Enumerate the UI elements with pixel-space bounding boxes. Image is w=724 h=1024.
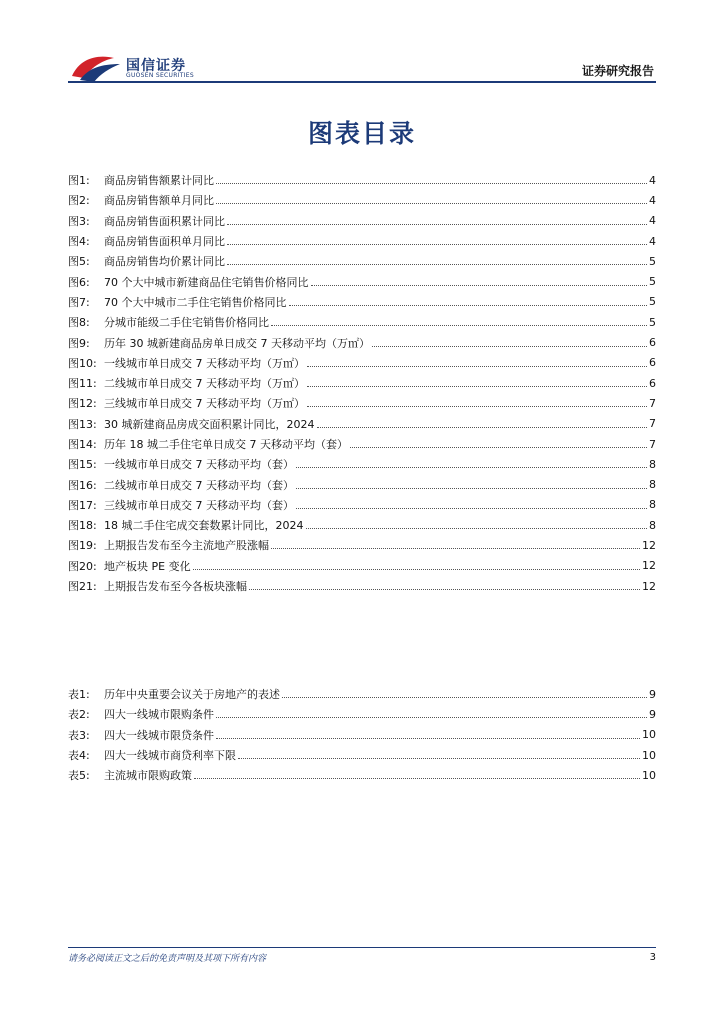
entry-title: 历年中央重要会议关于房地产的表述 <box>104 688 280 702</box>
entry-label: 图2: <box>68 194 90 208</box>
dot-leader <box>296 466 647 468</box>
entry-title: 历年 30 城新建商品房单日成交 7 天移动平均（万㎡） <box>104 336 370 350</box>
guosen-logo <box>70 52 210 82</box>
entry-page: 8 <box>649 498 656 512</box>
figure-entry[interactable] <box>68 434 656 454</box>
entry-label: 表4: <box>68 749 90 763</box>
figure-entry[interactable] <box>68 556 656 576</box>
figure-entry[interactable] <box>68 231 656 251</box>
entry-title: 四大一线城市限购条件 <box>104 708 214 722</box>
entry-page: 4 <box>649 214 656 228</box>
figure-entry[interactable] <box>68 190 656 210</box>
dot-leader <box>227 243 647 245</box>
entry-page: 6 <box>649 356 656 370</box>
entry-page: 7 <box>649 417 656 431</box>
brand-name-en: GUOSEN SECURITIES <box>126 72 195 79</box>
entry-page: 7 <box>649 396 656 410</box>
entry-title: 商品房销售额单月同比 <box>104 194 214 208</box>
entry-label: 图16: <box>68 478 97 492</box>
entry-label: 图15: <box>68 458 97 472</box>
entry-title: 18 城二手住宅成交套数累计同比，2024 <box>104 519 304 533</box>
dot-leader <box>296 487 647 489</box>
entry-label: 图19: <box>68 539 97 553</box>
entry-title: 上期报告发布至今各板块涨幅 <box>104 580 247 594</box>
dot-leader <box>307 365 647 367</box>
brand-name-cn: 国信证券 <box>126 58 186 74</box>
entry-page: 12 <box>642 579 656 593</box>
entry-label: 图9: <box>68 336 90 350</box>
entry-label: 图12: <box>68 397 97 411</box>
entry-page: 5 <box>649 295 656 309</box>
entry-title: 主流城市限购政策 <box>104 769 192 783</box>
entry-label: 图11: <box>68 377 97 391</box>
entry-page: 12 <box>642 559 656 573</box>
dot-leader <box>289 304 648 306</box>
figure-entry[interactable] <box>68 515 656 535</box>
entry-title: 商品房销售面积累计同比 <box>104 214 225 228</box>
dot-leader <box>307 405 647 407</box>
entry-title: 70 个大中城市二手住宅销售价格同比 <box>104 295 287 309</box>
entry-page: 10 <box>642 768 656 782</box>
figure-entry[interactable] <box>68 495 656 515</box>
entry-page: 10 <box>642 728 656 742</box>
entry-label: 图6: <box>68 275 90 289</box>
figure-entry[interactable] <box>68 211 656 231</box>
entry-label: 图1: <box>68 174 90 188</box>
table-entry[interactable] <box>68 765 656 785</box>
entry-label: 图4: <box>68 235 90 249</box>
entry-title: 三线城市单日成交 7 天移动平均（万㎡） <box>104 397 305 411</box>
figure-entry[interactable] <box>68 474 656 494</box>
entry-label: 图7: <box>68 295 90 309</box>
guosen-logo-icon <box>70 52 122 82</box>
entry-page: 8 <box>649 478 656 492</box>
entry-page: 8 <box>649 518 656 532</box>
entry-label: 图8: <box>68 316 90 330</box>
entry-title: 一线城市单日成交 7 天移动平均（万㎡） <box>104 356 305 370</box>
entry-title: 上期报告发布至今主流地产股涨幅 <box>104 539 269 553</box>
figure-entry[interactable] <box>68 251 656 271</box>
entry-page: 10 <box>642 748 656 762</box>
entry-title: 二线城市单日成交 7 天移动平均（套） <box>104 478 294 492</box>
entry-label: 图17: <box>68 498 97 512</box>
table-entry[interactable] <box>68 684 656 704</box>
entry-title: 商品房销售均价累计同比 <box>104 255 225 269</box>
dot-leader <box>194 777 640 779</box>
entry-label: 图10: <box>68 356 97 370</box>
entry-label: 表5: <box>68 769 90 783</box>
entry-label: 图14: <box>68 438 97 451</box>
entry-page: 8 <box>649 457 656 471</box>
entry-title: 历年 18 城二手住宅单日成交 7 天移动平均（套） <box>104 438 348 451</box>
dot-leader <box>193 568 640 570</box>
entry-page: 6 <box>649 336 656 350</box>
page-title: 图表目录 <box>307 119 416 148</box>
figure-entry[interactable] <box>68 393 656 413</box>
entry-page: 4 <box>649 193 656 207</box>
entry-title: 70 个大中城市新建商品住宅销售价格同比 <box>104 275 309 289</box>
entry-title: 30 城新建商品房成交面积累计同比，2024 <box>104 417 315 431</box>
entry-label: 表3: <box>68 728 90 742</box>
entry-page: 9 <box>649 687 656 701</box>
entry-label: 图20: <box>68 559 97 573</box>
figure-entry[interactable] <box>68 373 656 393</box>
disclaimer-note: 请务必阅读正文之后的免责声明及其项下所有内容 <box>68 954 267 964</box>
entry-title: 商品房销售额累计同比 <box>104 174 214 188</box>
dot-leader <box>372 345 647 347</box>
entry-label: 图21: <box>68 580 97 594</box>
page-number: 3 <box>649 952 656 963</box>
dot-leader <box>282 696 647 698</box>
figure-entry[interactable] <box>68 576 656 596</box>
table-list <box>68 684 656 785</box>
figure-entry[interactable] <box>68 271 656 291</box>
entry-title: 一线城市单日成交 7 天移动平均（套） <box>104 458 294 472</box>
entry-page: 4 <box>649 234 656 248</box>
entry-label: 表1: <box>68 688 90 702</box>
dot-leader <box>216 716 647 718</box>
entry-page: 5 <box>649 275 656 289</box>
entry-page: 6 <box>649 376 656 390</box>
dot-leader <box>311 284 648 286</box>
entry-page: 4 <box>649 173 656 187</box>
figure-entry[interactable] <box>68 454 656 474</box>
entry-label: 图18: <box>68 519 97 533</box>
figure-entry[interactable] <box>68 332 656 352</box>
entry-label: 表2: <box>68 708 90 722</box>
report-type-label: 证券研究报告 <box>581 64 654 78</box>
entry-page: 5 <box>649 315 656 329</box>
figure-list <box>68 170 656 596</box>
entry-title: 商品房销售面积单月同比 <box>104 235 225 249</box>
figure-entry[interactable] <box>68 353 656 373</box>
entry-label: 图3: <box>68 214 90 228</box>
entry-page: 9 <box>649 707 656 721</box>
figure-entry[interactable] <box>68 312 656 332</box>
entry-title: 地产板块 PE 变化 <box>104 559 191 573</box>
entry-page: 12 <box>642 538 656 552</box>
dot-leader <box>350 446 647 448</box>
entry-title: 四大一线城市商贷利率下限 <box>104 749 236 763</box>
table-entry[interactable] <box>68 725 656 745</box>
dot-leader <box>271 547 640 549</box>
entry-title: 四大一线城市限贷条件 <box>104 728 214 742</box>
dot-leader <box>227 223 647 225</box>
figure-entry[interactable] <box>68 535 656 555</box>
entry-page: 7 <box>649 437 656 451</box>
dot-leader <box>306 527 648 529</box>
dot-leader <box>216 202 647 204</box>
dot-leader <box>238 757 640 759</box>
dot-leader <box>227 263 647 265</box>
dot-leader <box>216 737 640 739</box>
figure-entry[interactable] <box>68 170 656 190</box>
table-entry[interactable] <box>68 745 656 765</box>
footer-divider <box>68 947 656 948</box>
dot-leader <box>307 385 647 387</box>
entry-label: 图13: <box>68 417 97 431</box>
entry-page: 5 <box>649 254 656 268</box>
figure-entry[interactable] <box>68 414 656 434</box>
entry-label: 图5: <box>68 255 90 269</box>
dot-leader <box>271 324 647 326</box>
dot-leader <box>216 182 647 184</box>
header-divider <box>68 81 656 83</box>
entry-title: 分城市能级二手住宅销售价格同比 <box>104 316 269 330</box>
dot-leader <box>249 588 640 590</box>
dot-leader <box>317 426 648 428</box>
entry-title: 二线城市单日成交 7 天移动平均（万㎡） <box>104 377 305 391</box>
dot-leader <box>296 507 647 509</box>
entry-title: 三线城市单日成交 7 天移动平均（套） <box>104 498 294 512</box>
table-entry[interactable] <box>68 704 656 724</box>
figure-entry[interactable] <box>68 292 656 312</box>
